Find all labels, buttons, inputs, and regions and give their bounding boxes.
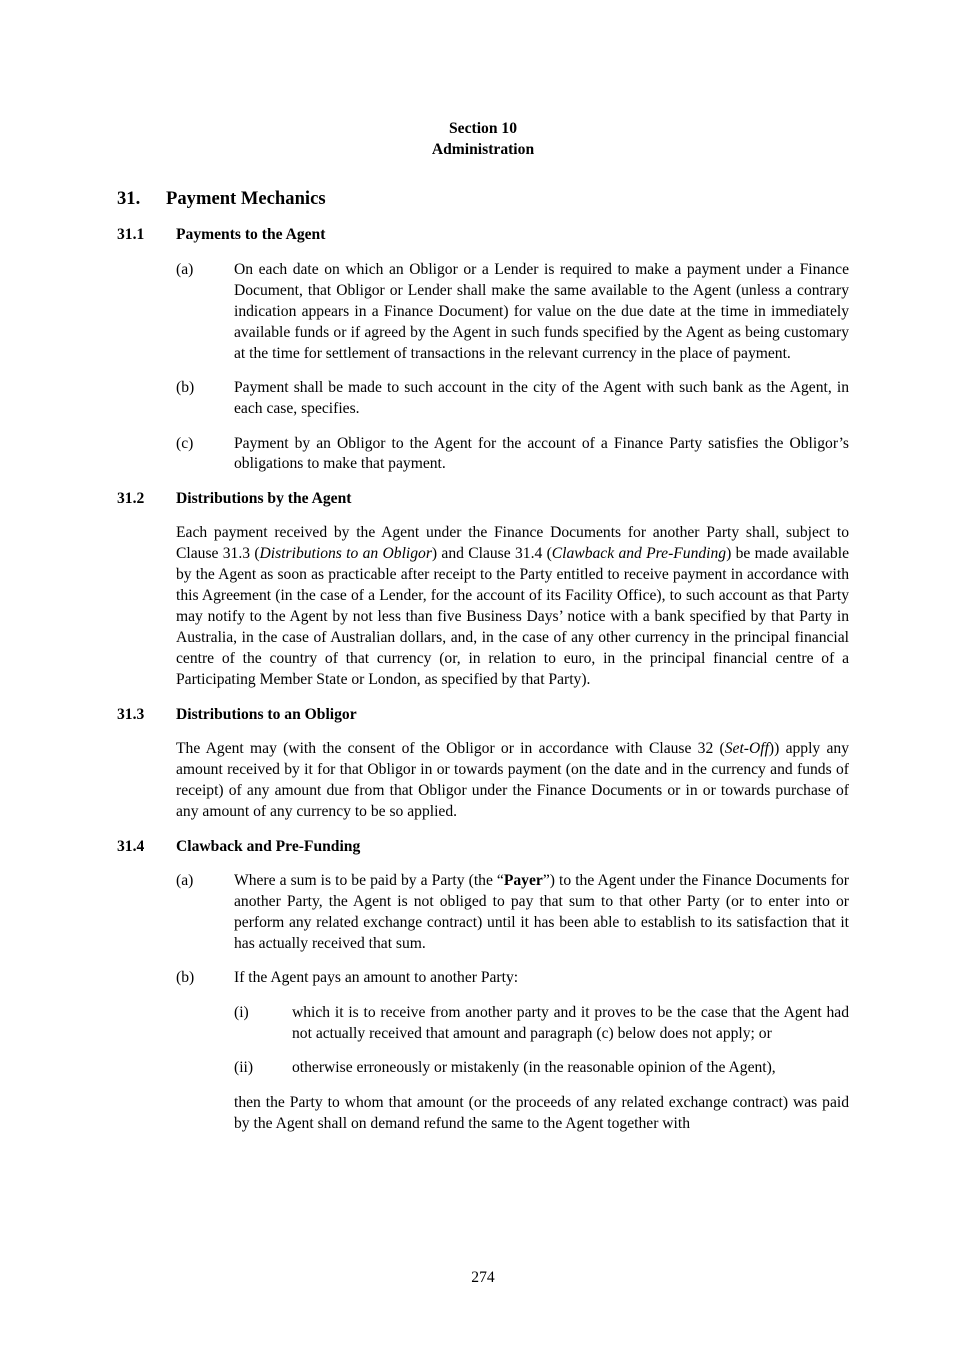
clause-31-4-title: Clawback and Pre-Funding xyxy=(176,837,361,855)
paragraph-31-1-c-text: Payment by an Obligor to the Agent for the account of a Finance Party satisfies the Obligor’s obligations to make that payment. xyxy=(234,434,849,473)
clause-31-3-heading xyxy=(117,705,849,726)
subparagraph-31-4-b-ii-label: (ii) xyxy=(234,1059,254,1077)
section-header-line1: Section 10 xyxy=(448,120,517,137)
document-content xyxy=(117,119,849,1148)
paragraph-31-1-c-label: (c) xyxy=(176,434,194,452)
paragraph-31-4-a xyxy=(176,871,849,955)
paragraph-31-1-b xyxy=(176,378,849,420)
clause-31-3-number: 31.3 xyxy=(117,705,145,723)
subparagraph-31-4-b-ii-text: otherwise erroneously or mistakenly (in the reasonable opinion of the Agent), xyxy=(292,1059,776,1077)
paragraph-31-1-c xyxy=(176,434,849,476)
clause-31-2-number: 31.2 xyxy=(117,489,145,507)
clause-31-3-title: Distributions to an Obligor xyxy=(176,705,357,723)
clause-31-1-title: Payments to the Agent xyxy=(176,226,326,244)
subparagraph-31-4-b-ii xyxy=(234,1058,849,1079)
clause-31-4-number: 31.4 xyxy=(117,837,145,855)
clause-31-2-heading xyxy=(117,489,849,510)
clause-31-1-number: 31.1 xyxy=(117,226,145,244)
clause-31-title: Payment Mechanics xyxy=(166,187,326,209)
paragraph-31-1-a-label: (a) xyxy=(176,260,194,278)
paragraph-31-4-a-text: Where a sum is to be paid by a Party (the “Payer”) to the Agent under the Finance Documents for another Party, the Agent is not obliged to pay that sum to that other Party (or to enter into or perform any related exchange contract) until it has been able to establish to its satisfaction that it has actually received that sum. xyxy=(234,871,849,952)
section-header-line2: Administration xyxy=(431,140,535,158)
paragraph-31-4-b-body xyxy=(234,968,849,1134)
subparagraph-31-4-b-i xyxy=(234,1003,849,1045)
section-header xyxy=(117,119,849,161)
paragraph-31-1-a-text: On each date on which an Obligor or a Lender is required to make a payment under a Finance Document, that Obligor or Lender shall make the same available to the Agent (unless a contrary indication appears in a Finance Document) for value on the due date at the time in immediately available funds or if agreed by the Agent in such funds specified by the Agent as being customary at the time for settlement of transactions in the relevant currency in the place of payment. xyxy=(234,260,849,362)
clause-31-4-heading xyxy=(117,837,849,858)
subparagraph-31-4-b-i-text: which it is to receive from another party and it proves to be the case that the Agent had not actually received that amount and paragraph (c) below does not apply; or xyxy=(292,1003,849,1042)
paragraph-31-1-b-label: (b) xyxy=(176,379,195,397)
subparagraph-31-4-b-i-label: (i) xyxy=(234,1003,249,1021)
paragraph-31-1-a xyxy=(176,260,849,365)
paragraph-31-1-b-text: Payment shall be made to such account in the city of the Agent with such bank as the Agent, in each case, specifies. xyxy=(234,379,849,418)
paragraph-31-4-b-continuation: then the Party to whom that amount (or the proceeds of any related exchange contract) was paid by the Agent shall on demand refund the same to the Agent together with xyxy=(234,1093,849,1132)
clause-31-3-body: The Agent may (with the consent of the Obligor or in accordance with Clause 32 (Set-Off)) apply any amount received by it for that Obligor in or towards payment (on the date and in the currency and funds of receipt) of any amount due from that Obligor under the Finance Documents or in or towards purchase of any amount of any currency to be so applied. xyxy=(176,740,849,821)
paragraph-31-4-b xyxy=(176,968,849,1134)
clause-31-2-title: Distributions by the Agent xyxy=(176,489,352,507)
page-number: 274 xyxy=(471,1269,495,1286)
clause-31-heading xyxy=(117,188,849,210)
paragraph-31-4-b-text: If the Agent pays an amount to another Party: xyxy=(234,969,519,987)
clause-31-number: 31. xyxy=(117,187,141,209)
paragraph-31-4-a-label: (a) xyxy=(176,871,194,889)
paragraph-31-4-b-label: (b) xyxy=(176,969,195,987)
clause-31-2-body: Each payment received by the Agent under the Finance Documents for another Party shall, subject to Clause 31.3 (Distributions to an Obligor) and Clause 31.4 (Clawback and Pre-Funding) be made available by the Agent as soon as practicable after receipt to the Party entitled to receive payment in accordance with this Agreement (in the case of a Lender, for the account of its Facility Office), to such account as that Party may notify to the Agent by not less than five Business Days’ notice with a bank specified by that Party in Australia, in the case of Australian dollars, and, in the case of any other currency in the principal financial centre of the country of that currency (or, in relation to euro, in the principal financial centre of a Participating Member State or London, as specified by that Party). xyxy=(176,524,849,689)
clause-31-1-heading xyxy=(117,225,849,246)
